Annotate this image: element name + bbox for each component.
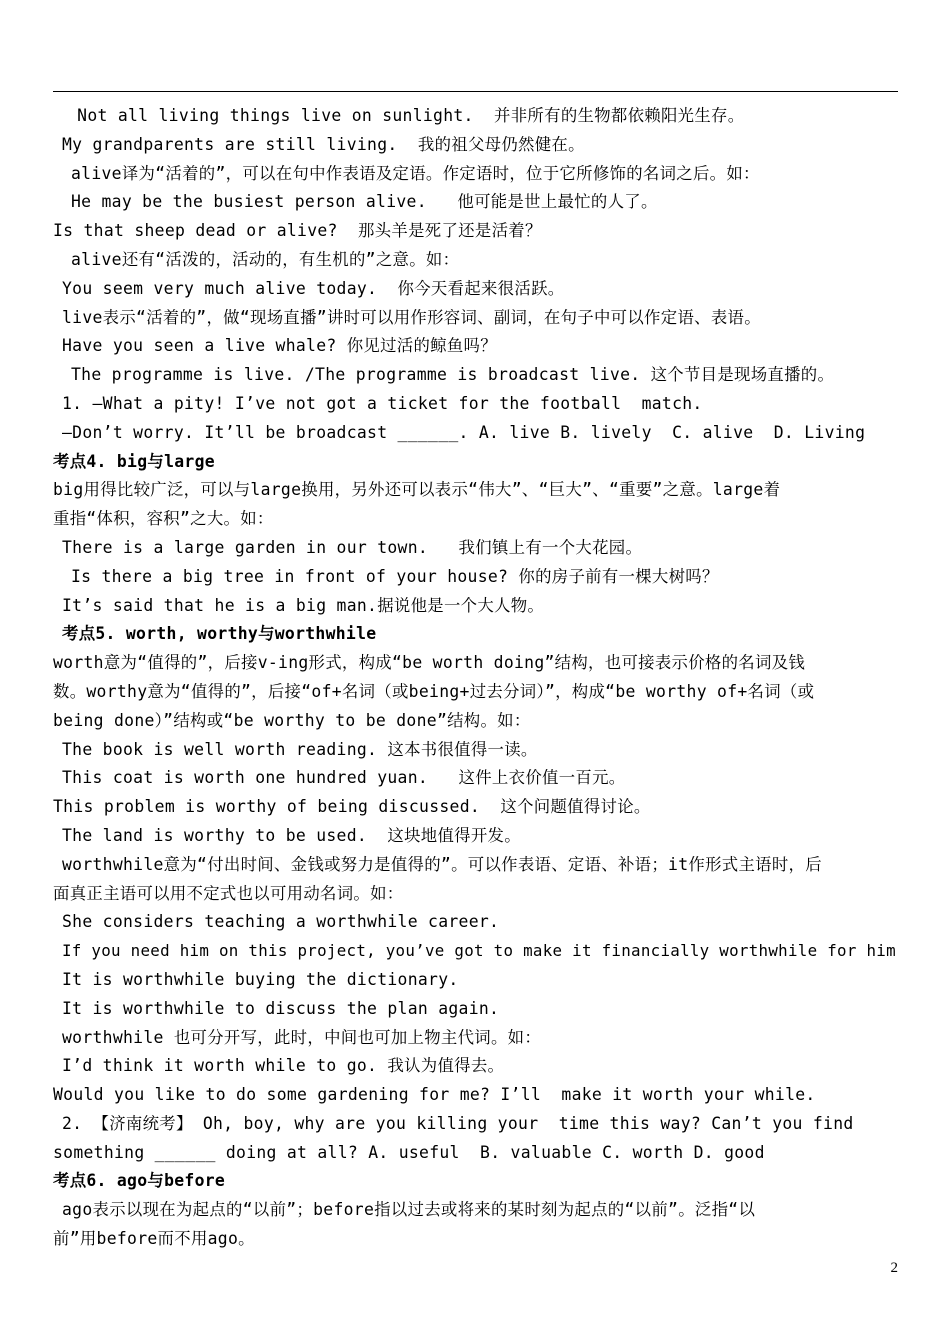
text-line: ago表示以现在为起点的“以前”；before指以过去或将来的某时刻为起点的“以前”。泛指“以 bbox=[62, 1200, 756, 1220]
text-line: It is worthwhile buying the dictionary. bbox=[62, 969, 459, 989]
text-line: My grandparents are still living. 我的祖父母仍然健在。 bbox=[62, 134, 585, 154]
text-line: The book is well worth reading. 这本书很值得一读。 bbox=[62, 739, 538, 759]
text-line: She considers teaching a worthwhile career. bbox=[62, 912, 500, 932]
text-line: The programme is live. /The programme is broadcast live. 这个节目是现场直播的。 bbox=[71, 365, 835, 385]
document-body bbox=[53, 102, 898, 1254]
text-line: 2. 【济南统考】 Oh, boy, why are you killing your time this way? Can’t you find bbox=[62, 1113, 854, 1133]
text-line: big用得比较广泛，可以与large换用，另外还可以表示“伟大”、“巨大”、“重要”之意。large着 bbox=[53, 480, 781, 500]
text-line: 数。worthy意为“值得的”，后接“of+名词（或being+过去分词）”，构成“be worthy of+名词（或 bbox=[53, 681, 815, 701]
text-line: Is there a big tree in front of your house? 你的房子前有一棵大树吗？ bbox=[71, 566, 719, 586]
text-line: alive还有“活泼的，活动的，有生机的”之意。如： bbox=[71, 249, 460, 269]
text-line: If you need him on this project, you’ve got to make it financially worthwhile for him bbox=[62, 941, 896, 961]
text-line: I’d think it worth while to go. 我认为值得去。 bbox=[62, 1056, 505, 1076]
text-line: worthwhile意为“付出时间、金钱或努力是值得的”。可以作表语、定语、补语；it作形式主语时，后 bbox=[62, 854, 822, 874]
text-line: 前”用before而不用ago。 bbox=[53, 1229, 255, 1249]
text-line: —Don’t worry. It’ll be broadcast ______. A. live B. lively C. alive D. Living bbox=[62, 422, 866, 442]
text-line: worthwhile 也可分开写，此时，中间也可加上物主代词。如： bbox=[62, 1027, 542, 1047]
header-rule bbox=[53, 91, 898, 92]
text-line: 重指“体积，容积”之大。如： bbox=[53, 509, 274, 529]
text-line: He may be the busiest person alive. 他可能是世上最忙的人了。 bbox=[71, 192, 658, 212]
text-line: Is that sheep dead or alive? 那头羊是死了还是活着？ bbox=[53, 221, 542, 241]
section-heading: 考点4. big与large bbox=[53, 451, 215, 471]
text-line: Not all living things live on sunlight. 并非所有的生物都依赖阳光生存。 bbox=[67, 106, 745, 125]
text-line: worth意为“值得的”，后接v-ing形式，构成“be worth doing”结构，也可接表示价格的名词及钱 bbox=[53, 653, 806, 673]
text-line: It is worthwhile to discuss the plan again. bbox=[62, 998, 500, 1018]
text-line: This coat is worth one hundred yuan. 这件上衣价值一百元。 bbox=[62, 768, 626, 788]
text-line: 面真正主语可以用不定式也以可用动名词。如： bbox=[53, 883, 404, 903]
text-line: The land is worthy to be used. 这块地值得开发。 bbox=[62, 825, 521, 845]
text-line: being done）”结构或“be worthy to be done”结构。如： bbox=[53, 710, 531, 730]
text-line: Would you like to do some gardening for me? I’ll make it worth your while. bbox=[53, 1085, 816, 1105]
text-line: something ______ doing at all? A. useful B. valuable C. worth D. good bbox=[53, 1142, 765, 1162]
page-number: 2 bbox=[890, 1260, 898, 1276]
section-heading: 考点6. ago与before bbox=[53, 1171, 226, 1191]
text-line: There is a large garden in our town. 我们镇上有一个大花园。 bbox=[62, 537, 643, 557]
text-line: It’s said that he is a big man.据说他是一个大人物。 bbox=[62, 595, 545, 615]
text-line: This problem is worthy of being discussed. 这个问题值得讨论。 bbox=[53, 797, 651, 817]
text-line: You seem very much alive today. 你今天看起来很活跃。 bbox=[62, 278, 565, 298]
text-line: alive译为“活着的”，可以在句中作表语及定语。作定语时，位于它所修饰的名词之后。如： bbox=[71, 163, 760, 183]
text-line: Have you seen a live whale? 你见过活的鲸鱼吗？ bbox=[62, 336, 497, 356]
section-heading: 考点5. worth, worthy与worthwhile bbox=[62, 624, 377, 644]
text-line: 1. —What a pity! I’ve not got a ticket for the football match. bbox=[62, 393, 703, 413]
text-line: live表示“活着的”，做“现场直播”讲时可以用作形容词、副词，在句子中可以作定语、表语。 bbox=[62, 307, 761, 327]
